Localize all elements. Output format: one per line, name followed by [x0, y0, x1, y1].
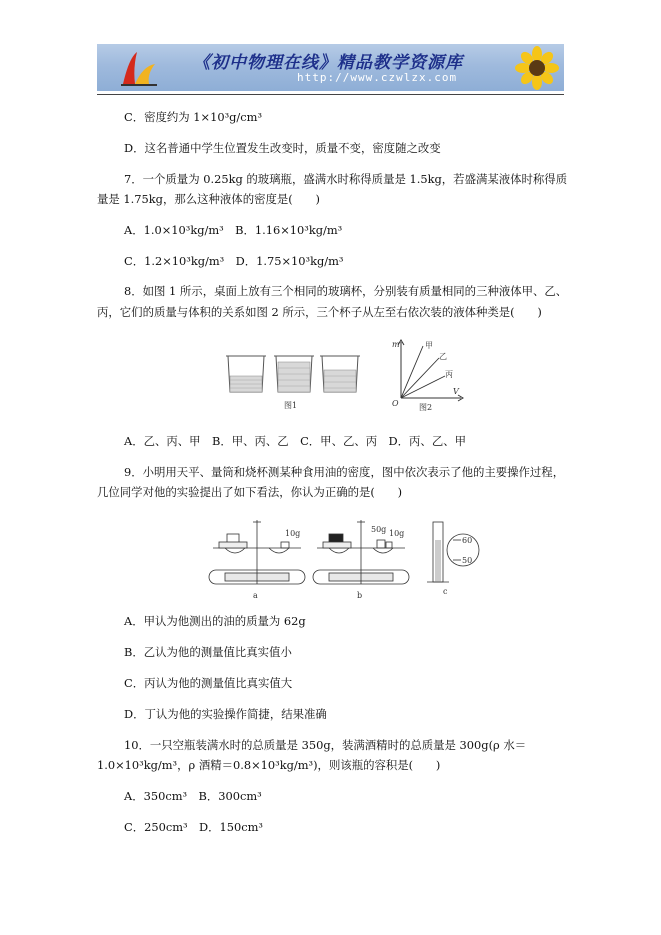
- sunflower-icon: [514, 46, 560, 90]
- axis-x-label: V: [453, 387, 459, 396]
- site-logo-icon: [119, 50, 159, 86]
- figure-3-apparatus: [205, 512, 485, 600]
- option-9c: C．丙认为他的测量值比真实值大: [124, 676, 293, 690]
- series-label-bing: 丙: [445, 370, 453, 379]
- weight-label-a: 10g: [285, 529, 301, 538]
- header-rule: [97, 94, 564, 95]
- question-7-line1: 7．一个质量为 0.25kg 的玻璃瓶，盛满水时称得质量是 1.5kg，若盛满某液体时称得质: [124, 172, 568, 186]
- header-banner: [97, 44, 564, 91]
- series-label-jia: 甲: [425, 341, 433, 350]
- axis-y-label: m: [392, 340, 400, 349]
- option-9b: B．乙认为他的测量值比真实值小: [124, 645, 292, 659]
- series-label-yi: 乙: [439, 352, 447, 361]
- option-9a: A．甲认为他测出的油的质量为 62g: [124, 614, 306, 628]
- option-9d: D．丁认为他的实验操作简捷，结果准确: [124, 707, 327, 721]
- cylinder-mark-60: 60: [462, 536, 473, 545]
- figure-3-label-c: c: [443, 587, 448, 596]
- options-7cd: C．1.2×10³kg/m³ D．1.75×10³kg/m³: [124, 254, 344, 268]
- line-bing: [401, 376, 445, 398]
- options-7ab: A．1.0×10³kg/m³ B．1.16×10³kg/m³: [124, 223, 343, 237]
- question-9-line2: 几位同学对他的实验提出了如下看法，你认为正确的是( ): [97, 485, 403, 499]
- figure-2-graph: [387, 336, 467, 414]
- figure-1-caption: 图1: [284, 401, 298, 410]
- option-6d: D．这名普通中学生位置发生改变时，质量不变，密度随之改变: [124, 141, 441, 155]
- figure-2-caption: 图2: [419, 403, 433, 412]
- figure-3-label-b: b: [357, 591, 363, 600]
- origin-label: O: [392, 399, 399, 408]
- question-8-line1: 8．如图 1 所示，桌面上放有三个相同的玻璃杯，分别装有质量相同的三种液体甲、乙、: [124, 284, 568, 298]
- option-6c: C．密度约为 1×10³g/cm³: [124, 110, 263, 124]
- weight-label-b1: 50g: [371, 525, 387, 534]
- question-9-line1: 9．小明用天平、量筒和烧杯测某种食用油的密度，图中依次表示了他的主要操作过程，: [124, 465, 565, 479]
- line-jia: [401, 346, 423, 398]
- question-8-line2: 丙，它们的质量与体积的关系如图 2 所示，三个杯子从左至右依次装的液体种类是( ): [97, 305, 542, 319]
- options-10cd: C．250cm³ D．150cm³: [124, 820, 263, 834]
- banner-url: http://www.czwlzx.com: [297, 71, 458, 84]
- banner-title: 《初中物理在线》精品教学资源库: [193, 53, 463, 73]
- line-yi: [401, 358, 439, 398]
- options-10ab: A．350cm³ B．300cm³: [124, 789, 262, 803]
- figure-1-cups: [222, 348, 362, 414]
- options-8: A．乙、丙、甲 B．甲、丙、乙 C．甲、乙、丙 D．丙、乙、甲: [124, 434, 466, 448]
- question-10-line2: 1.0×10³kg/m³，ρ 酒精＝0.8×10³kg/m³)，则该瓶的容积是( ): [97, 758, 441, 772]
- question-7-line2: 量是 1.75kg，那么这种液体的密度是( ): [97, 192, 320, 206]
- figure-3-label-a: a: [253, 591, 258, 600]
- question-10-line1: 10．一只空瓶装满水时的总质量是 350g，装满酒精时的总质量是 300g(ρ 水＝: [124, 738, 527, 752]
- cylinder-mark-50: 50: [462, 556, 473, 565]
- cylinder-c: [427, 522, 479, 582]
- weight-label-b2: 10g: [389, 529, 405, 538]
